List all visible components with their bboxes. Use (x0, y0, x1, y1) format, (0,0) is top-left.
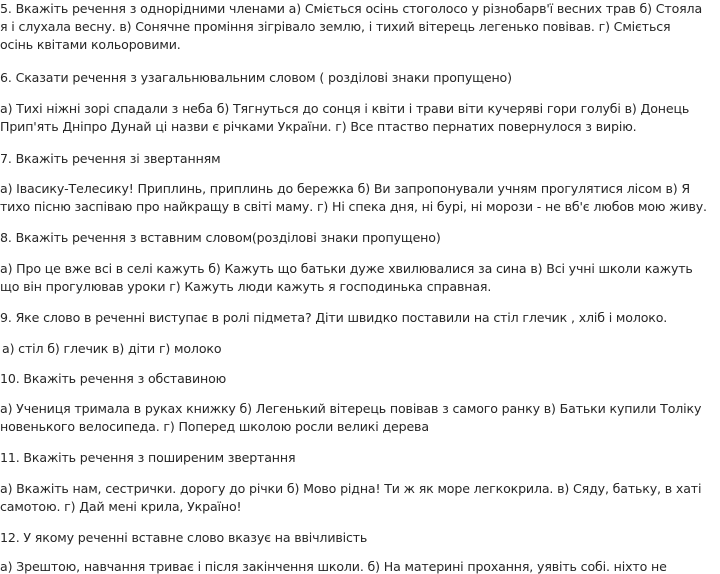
question-7-heading: 7. Вкажіть речення зі звертанням (0, 151, 221, 166)
question-7-options-line-2: тихо пісню заспіваю про найкращу в світі маму. г) Ні спека дня, ні бурі, ні морози - не вб'є любов мою живу. (0, 199, 707, 214)
question-12-options-line-1: а) Зрештою, навчання триває і після закінчення школи. б) На материні прохання, уявіть собі. ніхто не (0, 559, 667, 574)
question-6-heading: 6. Сказати речення з узагальнювальним словом ( розділові знаки пропущено) (0, 70, 512, 85)
question-6-options-line-2: Прип'ять Дніпро Дунай ці назви є річками України. г) Все птаство пернатих повернулося з вирію. (0, 119, 637, 134)
question-9-heading: 9. Яке слово в реченні виступає в ролі підмета? Діти швидко поставили на стіл глечик , хліб і молоко. (0, 310, 668, 325)
question-7-options-line-1: а) Івасику-Телесику! Приплинь, приплинь до бережка б) Ви запропонували учням прогулятися лісом в) Я (0, 181, 690, 196)
question-11-options-line-2: самотою. г) Дай мені крила, Україно! (0, 499, 242, 514)
question-10-options-line-1: а) Учениця тримала в руках книжку б) Легенький вітерець повівав з самого ранку в) Батьки купили Толіку (0, 401, 702, 416)
question-11-options-line-1: а) Вкажіть нам, сестрички. дорогу до річки б) Мово рідна! Ти ж як море легкокрила. в) Сяду, батьку, в хаті (0, 481, 702, 496)
question-5-line-2: я і слухала весну. в) Сонячне проміння зігрівало землю, і тихий вітерець легенько повівав. г) Сміється (0, 19, 671, 34)
question-5-line-1: 5. Вкажіть речення з однорідними членами а) Сміється осінь стоголосо у різнобарв'ї весних трав б) Стояла (0, 1, 703, 16)
question-6-options-line-1: а) Тихі ніжні зорі спадали з неба б) Тягнуться до сонця і квіти і трави віти кучеряві гори голубі в) Донець (0, 101, 690, 116)
question-8-options-line-1: а) Про це вже всі в селі кажуть б) Кажуть що батьки дуже хвилювалися за сина в) Всі учні школи кажуть (0, 261, 693, 276)
question-5-line-3: осінь квітами кольоровими. (0, 37, 181, 52)
question-8-options-line-2: що він прогулював уроки г) Кажуть люди кажуть я господинька справная. (0, 279, 492, 294)
question-9-options: а) стіл б) глечик в) діти г) молоко (2, 341, 222, 356)
question-8-heading: 8. Вкажіть речення з вставним словом(розділові знаки пропущено) (0, 230, 441, 245)
question-11-heading: 11. Вкажіть речення з поширеним звертання (0, 450, 296, 465)
question-12-heading: 12. У якому реченні вставне слово вказує на ввічливість (0, 530, 368, 545)
question-10-heading: 10. Вкажіть речення з обставиною (0, 371, 227, 386)
question-10-options-line-2: новенького велосипеда. г) Поперед школою росли великі дерева (0, 419, 429, 434)
